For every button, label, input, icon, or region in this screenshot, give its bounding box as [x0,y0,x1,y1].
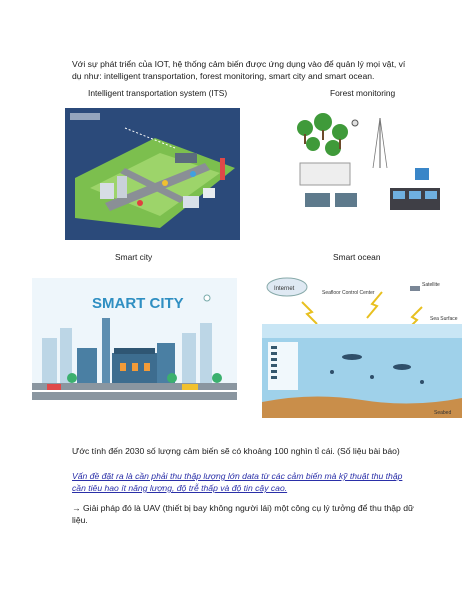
intro-paragraph: Với sự phát triển của IOT, hệ thống cảm biến được ứng dụng vào để quản lý mọi vật, ví dụ như: intelligent transportation, forest monitoring, smart city and smart ocean. [72,59,406,81]
smart-city-logo: SMART CITY [92,295,184,312]
caption-smart-city: Smart city [115,252,153,262]
ocean-label-internet: Internet [274,286,295,292]
arrow-icon: → [72,503,81,513]
ocean-label-seabed: Seabed [434,410,452,416]
caption-forest: Forest monitoring [330,88,396,98]
smart-ocean-illustration [262,272,462,418]
estimate-text: Ước tính đến 2030 số lượng cảm biến sẽ có khoảng 100 nghìn tỉ cái. (Số liệu bài báo) [72,446,400,456]
ocean-label-surface: Sea Surface [430,316,458,322]
caption-smart-ocean: Smart ocean [333,252,381,262]
its-illustration [65,108,240,240]
smart-city-illustration [32,278,237,400]
ocean-label-satellite: Satellite [422,282,440,288]
solution-label: Giải pháp đó là UAV (thiết bị bay không người lái) một công cụ lý tưởng để thu thập dữ liệu. [72,503,414,525]
solution-text [72,502,417,526]
forest-illustration [285,108,450,220]
ocean-label-control: Seafloor Control Center [322,290,375,296]
problem-statement: Vấn đề đặt ra là cần phải thu thập lượng lớn data từ các cảm biến mà kỹ thuật thu thập cần tiêu hao ít năng lượng, độ trễ thấp và độ tin cậy cao. [72,471,403,493]
caption-its: Intelligent transportation system (ITS) [88,88,228,98]
